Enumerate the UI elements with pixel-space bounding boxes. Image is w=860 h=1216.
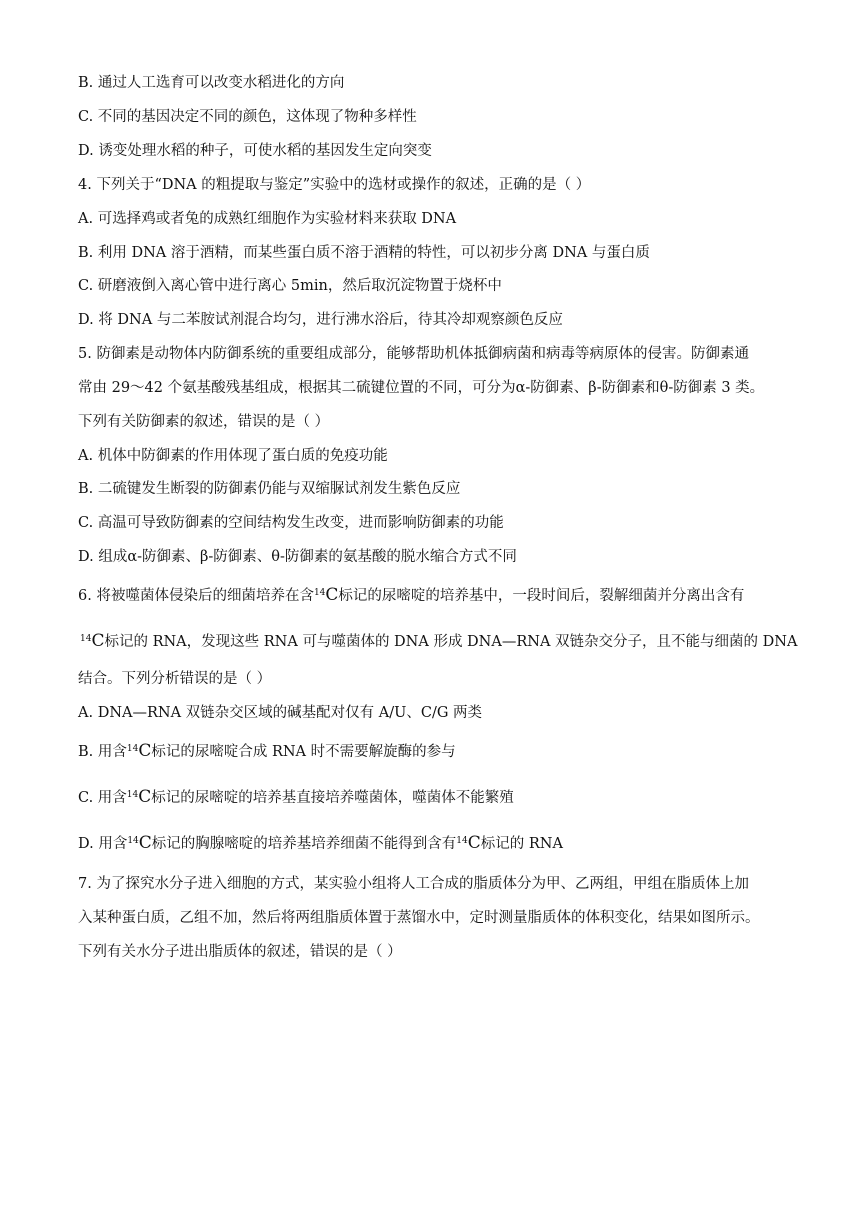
q6-option-a: A. DNA—RNA 双链杂交区域的碱基配对仅有 A/U、C/G 两类 [78, 705, 483, 721]
q6-option-d-text-a: D. 用含 [78, 836, 128, 852]
q6-option-d-text-b: 标记的胸腺嘧啶的培养基培养细菌不能得到含有 [151, 836, 457, 852]
q6-stem-line3: 结合。下列分析错误的是（ ） [78, 671, 272, 687]
q5-option-b: B. 二硫键发生断裂的防御素仍能与双缩脲试剂发生紫色反应 [78, 481, 461, 497]
q6-option-d [78, 832, 800, 855]
q3-option-b: B. 通过人工选育可以改变水稻进化的方向 [78, 75, 345, 91]
isotope-mass-number: 14 [126, 744, 139, 754]
q4-option-c: C. 研磨液倒入离心管中进行离心 5min，然后取沉淀物置于烧杯中 [78, 278, 502, 294]
q6-option-c-text-a: C. 用含 [78, 790, 127, 806]
q7-stem-line3: 下列有关水分子进出脂质体的叙述，错误的是（ ） [78, 944, 402, 960]
q5-option-a: A. 机体中防御素的作用体现了蛋白质的免疫功能 [78, 448, 388, 464]
isotope-element: C [138, 833, 152, 853]
isotope-element: C [467, 833, 481, 853]
q6-option-b [78, 740, 800, 763]
q5-stem-line3: 下列有关防御素的叙述，错误的是（ ） [78, 414, 330, 430]
q5-option-c: C. 高温可导致防御素的空间结构发生改变，进而影响防御素的功能 [78, 515, 504, 531]
isotope-mass-number: 14 [126, 790, 139, 800]
isotope-element: C [91, 631, 105, 651]
q6-stem-line1-text-b: 标记的尿嘧啶的培养基中，一段时间后，裂解细菌并分离出含有 [338, 588, 745, 604]
q5-stem-line2: 常由 29～42 个氨基酸残基组成，根据其二硫键位置的不同，可分为α-防御素、β-防御素和θ-防御素 3 类。 [78, 380, 765, 396]
q7-stem-line2: 入某种蛋白质，乙组不加，然后将两组脂质体置于蒸馏水中，定时测量脂质体的体积变化，结果如图所示。 [78, 910, 760, 926]
isotope-element: C [138, 787, 152, 807]
q6-option-b-text-b: 标记的尿嘧啶合成 RNA 时不需要解旋酶的参与 [151, 744, 456, 760]
isotope-mass-number: 14 [313, 588, 326, 598]
q5-option-d: D. 组成α-防御素、β-防御素、θ-防御素的氨基酸的脱水缩合方式不同 [78, 549, 517, 565]
q6-option-d-text-c: 标记的 RNA [480, 836, 563, 852]
q6-option-b-text-a: B. 用含 [78, 744, 127, 760]
q4-option-a: A. 可选择鸡或者兔的成熟红细胞作为实验材料来获取 DNA [78, 211, 457, 227]
q4-option-b: B. 利用 DNA 溶于酒精，而某些蛋白质不溶于酒精的特性，可以初步分离 DNA 与蛋白质 [78, 245, 650, 261]
q3-option-d: D. 诱变处理水稻的种子，可使水稻的基因发生定向突变 [78, 143, 432, 159]
isotope-mass-number: 14 [456, 836, 468, 846]
q4-option-d: D. 将 DNA 与二苯胺试剂混合均匀，进行沸水浴后，待其冷却观察颜色反应 [78, 312, 563, 328]
q6-stem-line1-text-a: 6. 将被噬菌体侵染后的细菌培养在含 [78, 588, 314, 604]
q6-option-c-text-b: 标记的尿嘧啶的培养基直接培养噬菌体，噬菌体不能繁殖 [151, 790, 514, 806]
q7-stem-line1: 7. 为了探究水分子进入细胞的方式，某实验小组将人工合成的脂质体分为甲、乙两组，甲组在脂质体上加 [78, 876, 749, 892]
q6-stem-line2-text: 标记的 RNA，发现这些 RNA 可与噬菌体的 DNA 形成 DNA—RNA 双链杂交分子，且不能与细菌的 DNA [104, 634, 798, 650]
q6-stem-line2 [80, 630, 800, 653]
isotope-mass-number: 14 [127, 836, 139, 846]
isotope-element: C [325, 585, 339, 605]
q3-option-c: C. 不同的基因决定不同的颜色，这体现了物种多样性 [78, 109, 417, 125]
q6-stem-line1 [78, 584, 800, 607]
q4-stem: 4. 下列关于“DNA 的粗提取与鉴定”实验中的选材或操作的叙述，正确的是（ ） [78, 177, 591, 193]
isotope-mass-number: 14 [80, 634, 92, 644]
q5-stem-line1: 5. 防御素是动物体内防御系统的重要组成部分，能够帮助机体抵御病菌和病毒等病原体的侵害。防御素通 [78, 346, 749, 362]
isotope-element: C [138, 741, 152, 761]
q6-option-c [78, 786, 800, 809]
